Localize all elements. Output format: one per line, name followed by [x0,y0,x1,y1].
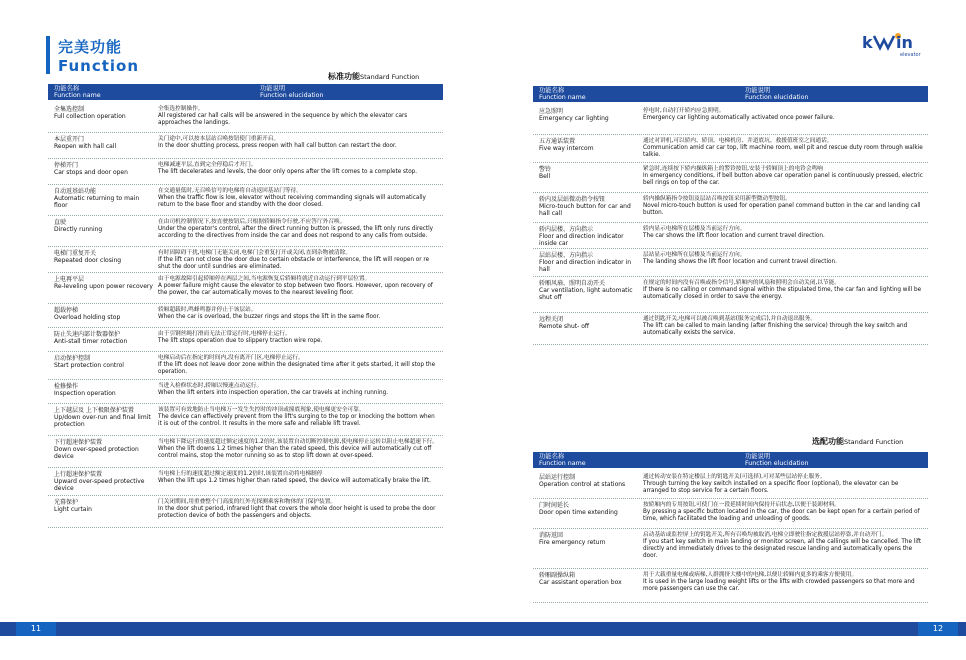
function-name [54,162,154,176]
function-name-en: Light curtain [54,506,92,513]
description-cn: 启动基站或监控屏上的钥匙开关,所有召唤均被取消,电梯立即驶往指定救援层站停靠,并自动开门。 [643,532,888,538]
description-en: The lift decelerates and levels, the door only opens after the lift comes to a complete stop. [158,168,418,175]
description-cn: 通过对讲机,可以轿内、轿顶、电梯机房、井道底坑、救援值班室之间通话。 [643,138,833,144]
function-name [539,166,639,180]
description-en: The landing shows the lift floor location and current travel direction. [643,258,837,265]
table-row [48,495,443,528]
page-title-cn: 完美功能 [58,38,123,56]
svg-text:in: in [896,33,913,52]
title-accent-bar [46,36,50,74]
function-name [539,196,639,217]
description-en: When the lift ups 1.2 times higher than rated speed, the device will automatically brake the lift. [158,477,431,484]
table-row [533,312,928,345]
function-description [158,331,439,345]
function-name-cn: 全集选控制 [54,106,85,113]
description-en: If the lift does not leave door zone within the designated time after it gets started, it will stop the operation. [158,361,436,375]
table-row [48,435,443,468]
function-name-en: Inspection operation [54,390,116,397]
function-description [643,138,924,159]
description-cn: 全集选控制操作。 [158,106,204,112]
function-name-en: Down over-speed protection device [54,446,139,460]
description-cn: 当电梯上行的速度超过额定速度的1.2倍时,该装置自动将电梯制停 [158,471,323,477]
description-en: All registered car hall calls will be answered in the sequence by which the elevator cars approaches the landings. [158,112,408,126]
function-name [54,276,154,290]
function-description [643,280,924,301]
function-description [158,162,439,176]
function-name-cn: 超载停梯 [54,307,79,314]
function-name-en: Emergency car lighting [539,115,609,122]
function-name-cn: 门时间延长 [539,502,570,509]
description-cn: 门关闭期间,用重叠整个门高度的红外光探测乘客和物体的门保护装置。 [158,499,337,505]
table-row [48,184,443,216]
description-en: Communication amid car car top, lift machine room, well pit and rescue duty room through walkie talkie. [643,144,923,158]
function-name [54,307,154,321]
function-name [539,138,639,152]
function-description [158,471,439,485]
description-en: Emergency car lighting automatically activated once power failure. [643,114,835,121]
page-number: 11 [16,622,56,636]
function-name [54,219,154,233]
function-name-cn: 自动返基站功能 [54,188,97,195]
function-name-en: Fire emergency return [539,539,606,546]
function-name [54,106,154,120]
table-row [48,403,443,436]
table-row [48,102,443,133]
function-name-cn: 层站层楼、方向指示 [539,252,594,259]
function-name [539,280,639,301]
function-name-en: Start protection control [54,362,124,369]
function-name-en: Upward over-speed protective device [54,478,145,492]
function-name [54,136,154,150]
function-name [54,331,154,345]
header-name-en: Function name [54,92,101,99]
function-name [54,250,154,264]
table-row [533,568,928,603]
function-description [158,439,439,460]
description-en: When the lift downs 1.2 times higher than the rated speed, this device will automatically cut off control mains, stop the motor running so as to stop lift down at over-speed. [158,445,432,459]
table-row [533,222,928,249]
function-description [158,383,439,397]
function-name-en: Door open time extending [539,509,618,516]
function-name-cn: 消防返回 [539,532,564,539]
description-cn: 有时因障碍干扰,电梯门无能关闭,电梯门会重复打开或关闭,直到杂物被清除。 [158,250,352,256]
table-header [48,84,443,100]
page-title-en: Function [58,57,140,75]
description-cn: 在规定的时间内没有召唤或指令信号,轿厢内的风扇和照明会自动关闭,以节能。 [643,280,840,286]
description-cn: 当电梯下降运行的速度超过额定速度的1.2倍时,该装置自动切断控制电源,使电梯停止运转以阻止电梯超速下行。 [158,439,438,445]
function-name [54,471,154,492]
table-row [533,498,928,529]
description-cn: 通过转动安装在特定楼层上的钥匙开关(可选择),可对某些层站停止服务。 [643,474,826,480]
description-en: By pressing a specific button located in the car, the door can be kept open for a certain period of time, which facilitated the loading and unloading of goods. [643,508,920,522]
header-desc-cn: 功能说明 [260,85,286,92]
function-name-cn: 光幕保护 [54,499,79,506]
section-title-standard: 标准功能Standard Function [328,72,420,81]
table-row [533,162,928,193]
function-name-en: Remote shut- off [539,323,590,330]
function-name-en: Micro-touch button for car and hall call [539,203,631,217]
function-description [643,196,924,217]
header-desc-en: Function elucidation [745,94,809,101]
description-cn: 关门途中,可以按本层站召唤按钮使门重新开启。 [158,136,280,142]
function-name [539,316,639,330]
function-description [643,252,924,266]
table-row [48,379,443,404]
function-description [643,226,924,240]
function-name [539,502,639,516]
description-cn: 用于大载重量电梯或病梯,人群拥挤大楼中的电梯,以便让轿厢内更多的乘客方便使用。 [643,572,858,578]
description-cn: 该装置可有效地防止当电梯万一发生失控时的冲顶或撞底现象,使电梯更安全可靠。 [158,407,365,413]
table-row [48,327,443,352]
description-en: When the car is overload, the buzzer rings and stops the lift in the same floor. [158,313,381,320]
description-en: If there is no calling or command signal within the stipulated time, the car fan and lighting will be automatically closed in order to save the energy. [643,286,922,300]
function-description [643,502,924,523]
function-name [54,383,154,397]
kinwin-logo [862,30,928,62]
function-description [158,307,439,321]
description-en: The car shows the lift floor location and current travel direction. [643,232,825,239]
description-en: The device can effectively prevent from the lift's surging to the top or knocking the bottom when it is out of the control. It results in the more safe and reliable lift travel. [158,413,435,427]
function-name [539,226,639,247]
function-name [54,407,154,428]
function-description [643,316,924,337]
description-cn: 由于引钢丝绳打滑而无法正常运行时,电梯停止运行。 [158,331,291,337]
description-en: The lift stops operation due to slippery traction wire rope. [158,337,323,344]
description-cn: 轿厢超载时,鸣蜂鸣器并停止于该层站。 [158,307,257,313]
description-cn: 按轿厢内的专用按钮,可使门在一段延续时间内保持开启状态,以便于装卸材料。 [643,502,840,508]
description-en: In the door shut period, infrared light that covers the whole door height is used to probe the door protection device of both the passengers and objects. [158,505,436,519]
description-cn: 由于电源故障引起轿厢停在两层之间,当电源恢复后轿厢将就近自动运行到平层位置。 [158,276,371,282]
function-name-cn: 停梯开门 [54,162,79,169]
function-name-cn: 远程关闭 [539,316,564,323]
function-name [539,108,639,122]
description-cn: 电梯启动后在指定的时间内,没有离开门区,电梯停止运行。 [158,355,304,361]
footer-bar [0,622,483,636]
table-row [48,158,443,185]
description-en: Novel micro-touch button is used for operation panel command button in the car and landing call button. [643,202,921,216]
description-cn: 轿内显示电梯所在层楼及当前运行方向。 [643,226,746,232]
function-name-cn: 轿内及层站微动指令按钮 [539,196,606,203]
function-name [539,532,639,546]
description-en: If you start key switch in main landing or monitor screen, all the callings will be cancelled. The lift directly and immediately drives to the designated rescue landing and automatically opens the door. [643,538,922,559]
function-name-cn: 轿厢风扇、照明自动开关 [539,280,606,287]
footer-bar [483,622,966,636]
function-name-en: Floor and direction indicator inside car [539,233,624,247]
description-cn: 通过钥匙开关,电梯可以被召唤到基站(服务完成后),并自动退出服务。 [643,316,816,322]
function-name-en: Repeated door closing [54,257,122,264]
table-row [48,467,443,496]
table-row [533,470,928,499]
header-desc-en: Function elucidation [745,460,809,467]
function-description [643,532,924,560]
function-description [643,474,924,495]
header-name-en: Function name [539,94,586,101]
right-page [483,0,966,660]
table-row [533,528,928,569]
description-en: It is used in the large loading weight lifts or the lifts with crowded passengers so that more and more passengers can use the car. [643,578,915,592]
function-name-cn: 下行超速保护装置 [54,439,103,446]
function-name-cn: 轿内层楼、方向指示 [539,226,594,233]
description-cn: 当进入检修状态时,轿厢以慢速点动运行。 [158,383,263,389]
header-name-en: Function name [539,460,586,467]
description-en: Under the operator's control, after the direct running button is pressed, the lift only runs directly according to the directives from inside the car and does not respond to any calls from outside. [158,225,434,239]
function-description [158,219,439,240]
function-description [158,276,439,297]
header-desc-cn: 功能说明 [745,453,771,460]
header-name-cn: 功能名称 [539,453,565,460]
function-description [158,136,439,150]
table-row [533,248,928,277]
header-name-cn: 功能名称 [539,87,565,94]
description-cn: 层站显示电梯所在层楼及当前运行方向。 [643,252,746,258]
function-name-cn: 启动保护控制 [54,355,91,362]
function-description [158,188,439,209]
function-name-en: Floor and direction indicator in hall [539,259,632,273]
function-name [54,499,154,513]
section-title-optional: 选配功能Standard Function [812,437,904,446]
function-name [539,572,639,586]
table-row [533,104,928,135]
svg-text:k: k [862,33,873,52]
description-cn: 在交通量低时,无召唤信号的电梯将自动返回基站门等待。 [158,188,302,194]
description-en: A power failure might cause the elevator to stop between two floors. However, upon recovery of the power, the car automatically moves to the nearest leveling floor. [158,282,433,296]
function-description [643,108,924,122]
function-name [539,474,639,488]
table-row [48,351,443,380]
function-name-en: Up/down over-run and final limit protection [54,414,151,428]
function-name-en: Directly running [54,226,103,233]
table-row [48,246,443,273]
table-row [533,134,928,163]
description-en: In the door shutting process, press reopen with hall call button can restart the door. [158,142,397,149]
table-header-right [533,86,928,102]
function-name-cn: 直驶 [54,219,67,226]
header-name-cn: 功能名称 [54,85,80,92]
function-name-cn: 五方通话装置 [539,138,576,145]
description-en: When the traffic flow is low, elevator without receiving commanding signals will automatically return to the base floor and standby with the door closed. [158,194,426,208]
function-description [158,499,439,520]
function-description [643,572,924,593]
table-row [48,132,443,159]
function-name-cn: 轿厢副操纵箱 [539,572,576,579]
function-name-cn: 上下越层及 上下极限保护装置 [54,407,134,414]
description-cn: 在由司机控制情况下,按直驶按钮后,只根据轿厢指令行驶,不应答厅外召唤。 [158,219,346,225]
table-row [48,272,443,304]
function-description [643,166,924,187]
function-name-en: Car stops and door open [54,169,128,176]
function-description [158,407,439,428]
function-name-en: Anti-stall timer rotection [54,338,128,345]
function-name-en: Overload holding stop [54,314,121,321]
function-name-cn: 上行超速保护装置 [54,471,103,478]
function-name-cn: 警铃 [539,166,552,173]
function-name-en: Operation control at stations [539,481,626,488]
function-name-cn: 电梯门重复开关 [54,250,97,257]
function-name-en: Re-leveling upon power recovery [54,283,153,290]
function-name [54,188,154,209]
function-name [54,355,154,369]
description-en: The lift can be called to main landing (after finishing the service) through the key switch and automatically exists the service. [643,322,908,336]
header-desc-en: Function elucidation [260,92,324,99]
svg-text:elevator: elevator [900,52,921,58]
function-name-cn: 应急照明 [539,108,564,115]
function-name-cn: 检修操作 [54,383,79,390]
function-name-cn: 本层重开门 [54,136,85,143]
description-cn: 停电时,自动打开轿内应急照明。 [643,108,725,114]
description-en: In emergency conditions, if bell button above car operation panel is continuously pressed, electric bell rings on top of the car. [643,172,923,186]
function-description [158,250,439,271]
function-name-en: Full collection operation [54,113,126,120]
description-cn: 紧急时,连续按下轿内操纵箱上的警铃按钮,安装于轿厢顶上的电铃会鸣响 [643,166,823,172]
description-cn: 电梯减速平层,直到完全停稳后才开门。 [158,162,257,168]
table-row [533,192,928,223]
function-description [158,355,439,376]
table-row [48,303,443,328]
function-name-en: Automatic returning to main floor [54,195,140,209]
function-name-en: Five way intercom [539,145,594,152]
description-en: If the lift can not close the door due to certain obstacle or interference, the lift will reopen or re shut the door until sundries are eliminated. [158,256,430,270]
function-name-en: Bell [539,173,551,180]
function-name-cn: 防止失速内部计数器保护 [54,331,121,338]
description-en: Through turning the key switch installed on a specific floor (optional), the elevator can be arranged to stop service for a certain floors. [643,480,899,494]
function-name-cn: 上电再平层 [54,276,85,283]
description-cn: 轿内操纵箱指令按钮及层站召唤按钮采用新型微动型按钮。 [643,196,791,202]
function-name [539,252,639,273]
header-desc-cn: 功能说明 [745,87,771,94]
function-name-en: Car assistant operation box [539,579,622,586]
table-row [533,276,928,313]
function-name-cn: 层站运行控制 [539,474,576,481]
function-name-en: Reopen with hall call [54,143,117,150]
table-header-optional [533,452,928,468]
function-name-en: Car ventilation, light automatic shut off [539,287,633,301]
description-en: When the lift enters into inspection operation, the car travels at inching running. [158,389,389,396]
function-name [54,439,154,460]
page-number: 12 [918,622,958,636]
function-description [158,106,439,127]
table-row [48,215,443,247]
